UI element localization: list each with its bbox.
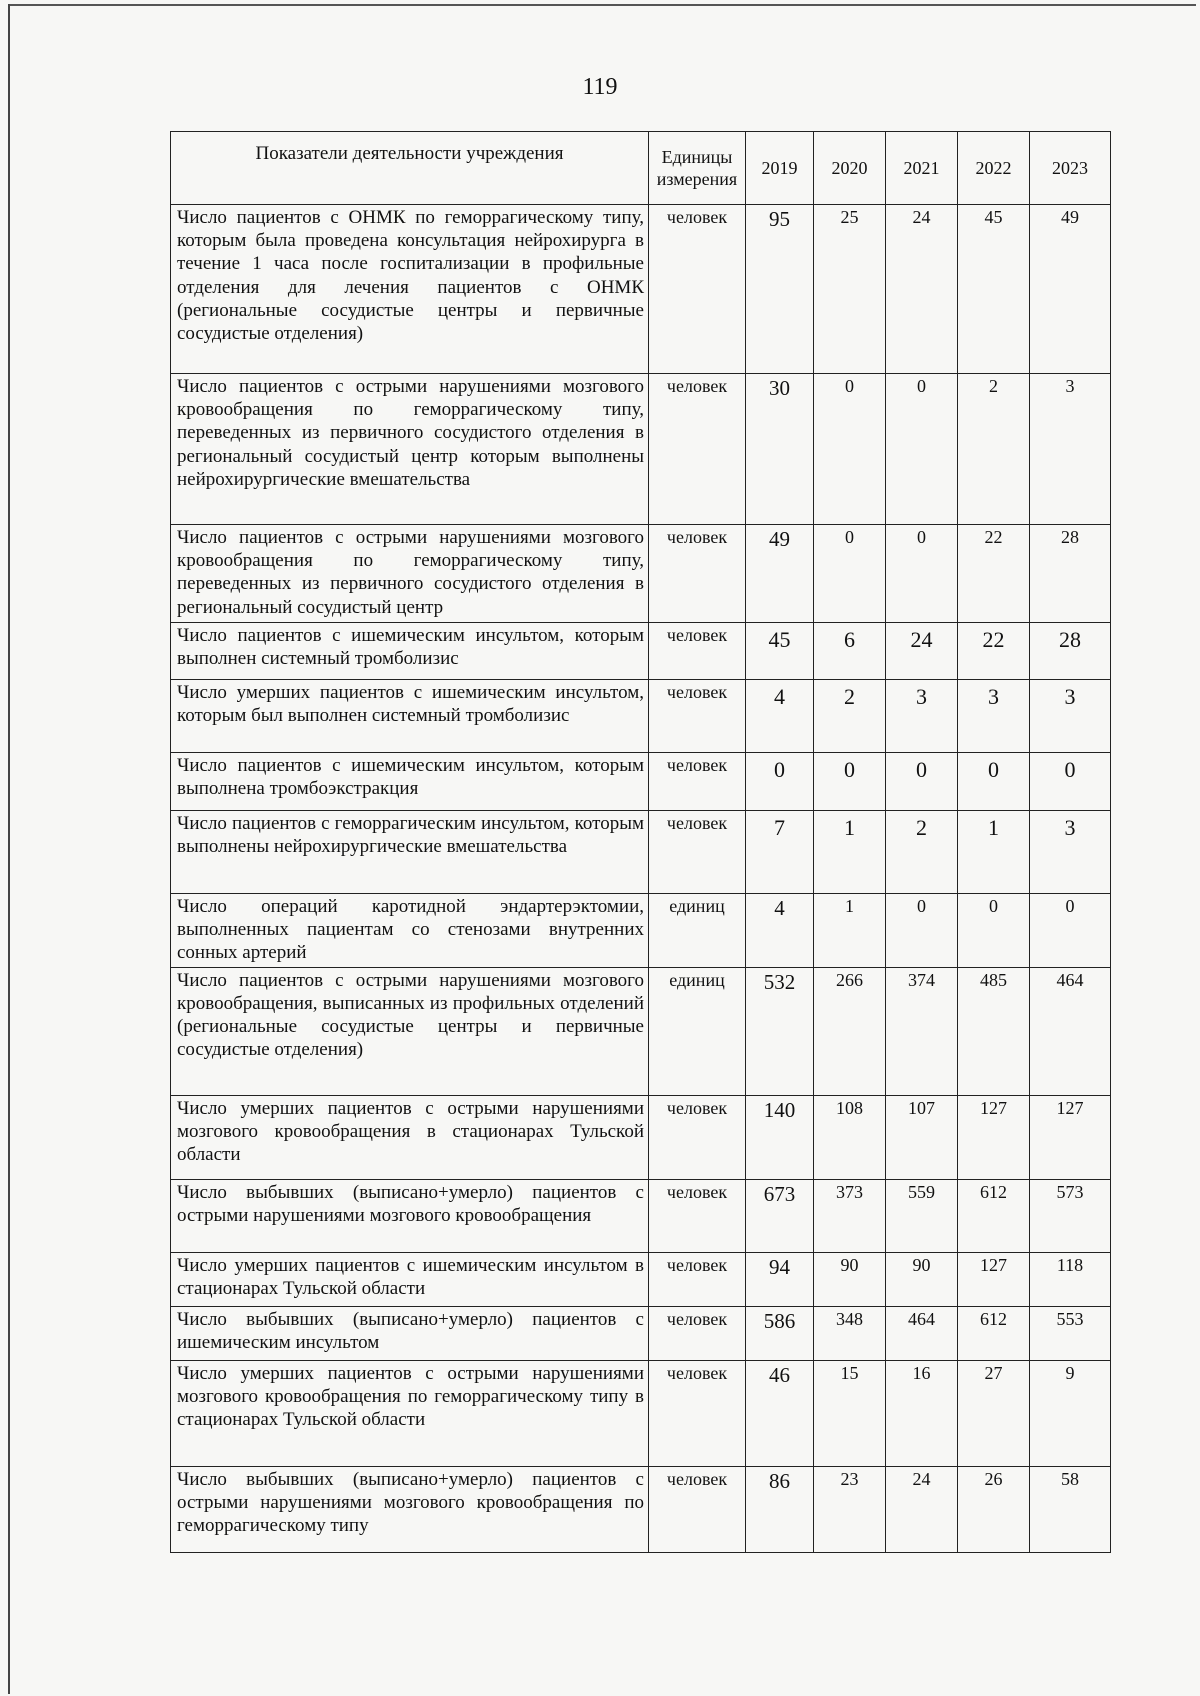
value-2021: 0 <box>886 894 958 968</box>
value-2021: 16 <box>886 1360 958 1466</box>
indicator-cell: Число умерших пациентов с ишемическим инсультом в стационарах Тульской области <box>171 1252 649 1306</box>
value-2023: 127 <box>1030 1095 1111 1179</box>
indicator-cell: Число выбывших (выписано+умерло) пациентов с острыми нарушениями мозгового кровообращения <box>171 1179 649 1252</box>
table-row <box>171 1095 1111 1179</box>
value-2022: 127 <box>958 1095 1030 1179</box>
value-2021: 3 <box>886 680 958 753</box>
value-2023: 49 <box>1030 205 1111 374</box>
value-2021: 24 <box>886 205 958 374</box>
value-2023: 573 <box>1030 1179 1111 1252</box>
value-2019: 95 <box>746 205 814 374</box>
value-2021: 24 <box>886 1466 958 1552</box>
indicator-cell: Число выбывших (выписано+умерло) пациентов с ишемическим инсультом <box>171 1306 649 1360</box>
value-2020: 2 <box>814 680 886 753</box>
table-row <box>171 1466 1111 1552</box>
value-2023: 3 <box>1030 680 1111 753</box>
value-2021: 374 <box>886 967 958 1095</box>
header-year-2019: 2019 <box>746 132 814 205</box>
table-row <box>171 753 1111 811</box>
value-2019: 532 <box>746 967 814 1095</box>
indicator-cell: Число пациентов с острыми нарушениями мозгового кровообращения по геморрагическому типу, переведенных из первичного сосудистого отделения в региональный сосудистый центр которым выполнены нейрохирургические вмешательства <box>171 374 649 525</box>
indicator-cell: Число пациентов с острыми нарушениями мозгового кровообращения по геморрагическому типу, переведенных из первичного сосудистого отделения в региональный сосудистый центр <box>171 525 649 623</box>
value-2020: 6 <box>814 623 886 680</box>
value-2020: 23 <box>814 1466 886 1552</box>
value-2019: 86 <box>746 1466 814 1552</box>
value-2023: 28 <box>1030 623 1111 680</box>
value-2022: 2 <box>958 374 1030 525</box>
table-row <box>171 1252 1111 1306</box>
unit-cell: человек <box>649 623 746 680</box>
value-2019: 46 <box>746 1360 814 1466</box>
value-2020: 15 <box>814 1360 886 1466</box>
indicator-cell: Число пациентов с острыми нарушениями мозгового кровообращения, выписанных из профильных отделений (региональные сосудистые центры и первичные сосудистые отделения) <box>171 967 649 1095</box>
value-2020: 373 <box>814 1179 886 1252</box>
value-2023: 3 <box>1030 811 1111 894</box>
value-2020: 0 <box>814 525 886 623</box>
indicator-cell: Число пациентов с ишемическим инсультом, которым выполнен системный тромболизис <box>171 623 649 680</box>
table-row <box>171 811 1111 894</box>
value-2021: 90 <box>886 1252 958 1306</box>
value-2022: 127 <box>958 1252 1030 1306</box>
table-row <box>171 205 1111 374</box>
value-2023: 0 <box>1030 894 1111 968</box>
value-2020: 0 <box>814 374 886 525</box>
value-2020: 1 <box>814 811 886 894</box>
unit-cell: человек <box>649 525 746 623</box>
value-2022: 0 <box>958 894 1030 968</box>
value-2022: 22 <box>958 525 1030 623</box>
value-2020: 348 <box>814 1306 886 1360</box>
header-year-2021: 2021 <box>886 132 958 205</box>
indicator-cell: Число умерших пациентов с ишемическим инсультом, которым был выполнен системный тромболизис <box>171 680 649 753</box>
value-2021: 0 <box>886 374 958 525</box>
value-2019: 94 <box>746 1252 814 1306</box>
value-2021: 0 <box>886 753 958 811</box>
value-2022: 1 <box>958 811 1030 894</box>
value-2021: 24 <box>886 623 958 680</box>
value-2021: 2 <box>886 811 958 894</box>
value-2023: 58 <box>1030 1466 1111 1552</box>
value-2022: 612 <box>958 1179 1030 1252</box>
unit-cell: человек <box>649 811 746 894</box>
unit-cell: человек <box>649 1179 746 1252</box>
value-2019: 586 <box>746 1306 814 1360</box>
indicator-cell: Число умерших пациентов с острыми нарушениями мозгового кровообращения по геморрагическому типу в стационарах Тульской области <box>171 1360 649 1466</box>
header-year-2023: 2023 <box>1030 132 1111 205</box>
value-2021: 559 <box>886 1179 958 1252</box>
value-2023: 0 <box>1030 753 1111 811</box>
indicator-cell: Число выбывших (выписано+умерло) пациентов с острыми нарушениями мозгового кровообращения по геморрагическому типу <box>171 1466 649 1552</box>
table-row <box>171 894 1111 968</box>
value-2023: 553 <box>1030 1306 1111 1360</box>
value-2023: 118 <box>1030 1252 1111 1306</box>
value-2023: 3 <box>1030 374 1111 525</box>
value-2022: 612 <box>958 1306 1030 1360</box>
header-indicator: Показатели деятельности учреждения <box>171 132 649 205</box>
value-2022: 22 <box>958 623 1030 680</box>
table-row <box>171 1306 1111 1360</box>
value-2022: 485 <box>958 967 1030 1095</box>
table-row <box>171 1179 1111 1252</box>
unit-cell: человек <box>649 374 746 525</box>
value-2020: 1 <box>814 894 886 968</box>
value-2020: 90 <box>814 1252 886 1306</box>
value-2019: 30 <box>746 374 814 525</box>
unit-cell: человек <box>649 1252 746 1306</box>
value-2020: 0 <box>814 753 886 811</box>
performance-indicators-table <box>170 131 1111 1553</box>
value-2022: 3 <box>958 680 1030 753</box>
table-row <box>171 623 1111 680</box>
table-row <box>171 374 1111 525</box>
value-2021: 107 <box>886 1095 958 1179</box>
value-2021: 464 <box>886 1306 958 1360</box>
unit-cell: единиц <box>649 894 746 968</box>
value-2022: 0 <box>958 753 1030 811</box>
value-2023: 9 <box>1030 1360 1111 1466</box>
table-row <box>171 525 1111 623</box>
value-2019: 4 <box>746 680 814 753</box>
value-2019: 140 <box>746 1095 814 1179</box>
value-2020: 266 <box>814 967 886 1095</box>
value-2022: 45 <box>958 205 1030 374</box>
page-number: 119 <box>582 74 618 100</box>
table-row <box>171 680 1111 753</box>
page-edge-top <box>8 4 1196 6</box>
header-year-2020: 2020 <box>814 132 886 205</box>
unit-cell: человек <box>649 1360 746 1466</box>
unit-cell: человек <box>649 1306 746 1360</box>
value-2019: 7 <box>746 811 814 894</box>
value-2019: 45 <box>746 623 814 680</box>
indicator-cell: Число пациентов с ОНМК по геморрагическому типу, которым была проведена консультация нейрохирурга в течение 1 часа после госпитализации в профильные отделения для лечения пациентов с ОНМК (региональные сосудистые центры и первичные сосудистые отделения) <box>171 205 649 374</box>
unit-cell: человек <box>649 753 746 811</box>
indicator-cell: Число умерших пациентов с острыми нарушениями мозгового кровообращения в стационарах Тульской области <box>171 1095 649 1179</box>
value-2022: 26 <box>958 1466 1030 1552</box>
value-2023: 28 <box>1030 525 1111 623</box>
value-2021: 0 <box>886 525 958 623</box>
table-row <box>171 967 1111 1095</box>
table-row <box>171 1360 1111 1466</box>
value-2020: 25 <box>814 205 886 374</box>
unit-cell: человек <box>649 1466 746 1552</box>
value-2020: 108 <box>814 1095 886 1179</box>
value-2019: 0 <box>746 753 814 811</box>
indicator-cell: Число пациентов с ишемическим инсультом, которым выполнена тромбоэкстракция <box>171 753 649 811</box>
value-2019: 4 <box>746 894 814 968</box>
unit-cell: человек <box>649 205 746 374</box>
header-unit: Единицы измерения <box>649 132 746 205</box>
unit-cell: единиц <box>649 967 746 1095</box>
page-edge-left <box>8 4 10 1694</box>
indicator-cell: Число операций каротидной эндартерэктомии, выполненных пациентам со стенозами внутренних сонных артерий <box>171 894 649 968</box>
value-2022: 27 <box>958 1360 1030 1466</box>
indicator-cell: Число пациентов с геморрагическим инсультом, которым выполнены нейрохирургические вмешательства <box>171 811 649 894</box>
unit-cell: человек <box>649 680 746 753</box>
header-year-2022: 2022 <box>958 132 1030 205</box>
value-2019: 49 <box>746 525 814 623</box>
value-2023: 464 <box>1030 967 1111 1095</box>
value-2019: 673 <box>746 1179 814 1252</box>
unit-cell: человек <box>649 1095 746 1179</box>
table-header-row <box>171 132 1111 205</box>
